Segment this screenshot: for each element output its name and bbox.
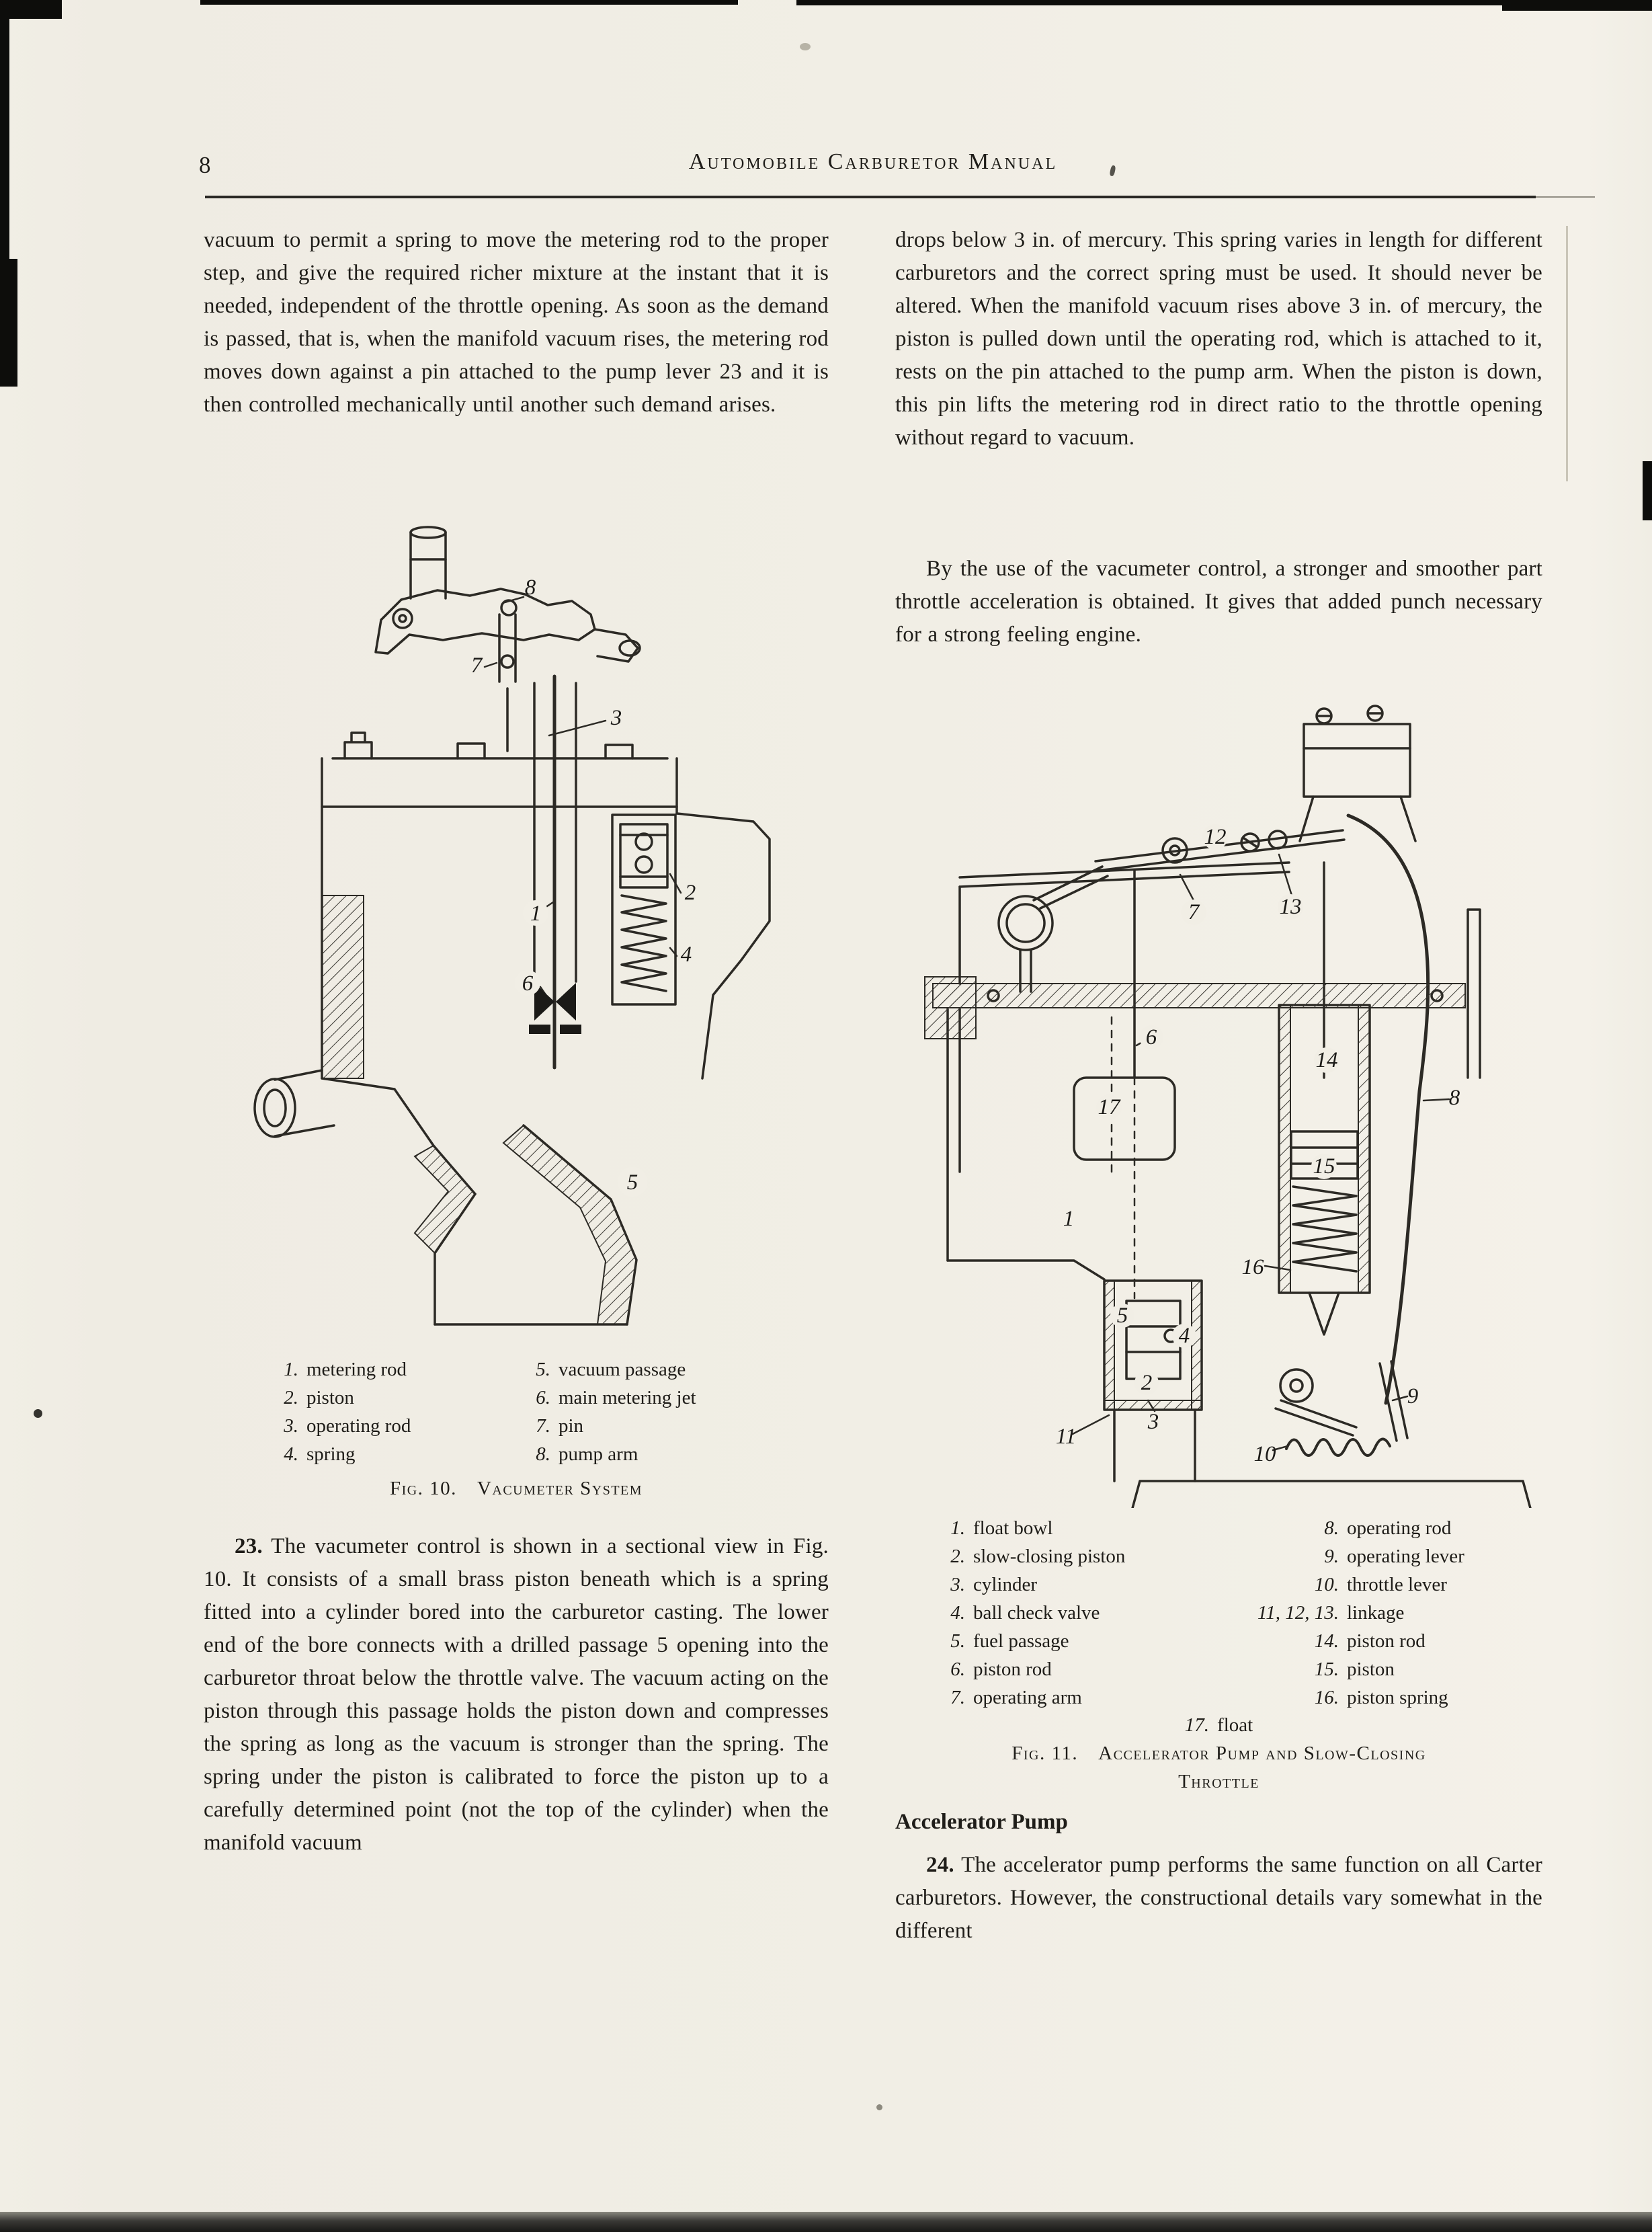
legend-item: 4. spring — [284, 1443, 356, 1465]
fig11-callout-16: 16 — [1241, 1255, 1264, 1279]
scan-artifact-right-tick — [1643, 461, 1652, 520]
fig11-callout-8: 8 — [1448, 1086, 1460, 1110]
fig11-callout-5: 5 — [1116, 1304, 1128, 1328]
scan-artifact-top-line-a — [200, 0, 738, 5]
legend-item: 3. operating rod — [284, 1415, 411, 1437]
header-rule — [205, 196, 1536, 198]
fig11-legend-right-column — [1225, 1514, 1464, 1712]
fig10-legend — [269, 1355, 807, 1468]
fig10-legend-left-column — [269, 1355, 521, 1468]
legend-item: 5. fuel passage — [950, 1630, 1069, 1652]
fig11-callout-15: 15 — [1313, 1154, 1335, 1179]
scan-artifact-dot-bottom — [876, 2104, 882, 2110]
fig11-caption-title-line2: Throttle — [1178, 1771, 1259, 1792]
fig11-callout-halos — [1096, 824, 1339, 1395]
fig11-callout-17: 17 — [1098, 1095, 1120, 1119]
fig11-accelerator-pump-sectional-drawing — [913, 701, 1551, 1508]
right-column-paragraph-2 — [895, 553, 1542, 651]
right-column-paragraph-continuation — [895, 224, 1542, 454]
fig10-callout-3: 3 — [610, 706, 622, 730]
fig11-caption-title-line1: Accelerator Pump and Slow-Closing — [1098, 1743, 1426, 1764]
fig11-legend — [936, 1514, 1540, 1712]
fig10-callout-2: 2 — [684, 881, 696, 905]
legend-item: 5. vacuum passage — [536, 1359, 686, 1380]
paragraph-text: By the use of the vacumeter control, a stronger and smoother part throttle acceleration is obtained. It gives that added punch necessary for a strong feeling engine. — [895, 557, 1542, 647]
legend-item: 3. cylinder — [950, 1574, 1038, 1595]
paragraph-text: The accelerator pump performs the same function on all Carter carburetors. However, the constructional details vary somewhat in the different — [895, 1853, 1542, 1943]
fig10-caption — [204, 1478, 829, 1500]
legend-item: 8. pump arm — [536, 1443, 638, 1465]
fig11-caption-line2 — [895, 1771, 1542, 1793]
legend-number: 17. — [1184, 1714, 1210, 1736]
fig11-callout-1: 1 — [1063, 1207, 1075, 1231]
scan-artifact-ink-dot — [34, 1409, 42, 1418]
fig11-callout-9: 9 — [1407, 1384, 1419, 1408]
right-column-paragraph-24 — [895, 1849, 1542, 1948]
fig11-callout-4: 4 — [1178, 1324, 1190, 1348]
fig11-callout-2: 2 — [1141, 1371, 1153, 1395]
fig10-callouts — [471, 575, 696, 1195]
legend-item: 2. slow-closing piston — [950, 1546, 1126, 1567]
fig10-callout-6: 6 — [522, 971, 534, 996]
fig10-callout-4: 4 — [680, 943, 692, 967]
fig10-callout-8: 8 — [524, 575, 536, 600]
scan-artifact-left-blob — [0, 259, 17, 387]
page-number: 8 — [199, 152, 211, 178]
legend-item: 15. piston — [1314, 1659, 1395, 1680]
fig10-callout-1: 1 — [530, 902, 542, 926]
paragraph-text: The vacumeter control is shown in a sectional view in Fig. 10. It consists of a small brass piston beneath which is a spring fitted into a cylinder bored into the carburetor casting. The lower end of the bore connects with a drilled passage 5 opening into the carburetor throat below the throttle valve. The vacuum acting on the piston through this passage holds the piston down and compresses the spring as long as the vacuum is stronger than the spring. The spring under the piston is calibrated to force the piston up to a carefully determined point (not the top of the cylinder) when the manifold vacuum — [204, 1534, 829, 1855]
fig11-callout-11: 11 — [1055, 1425, 1077, 1449]
paragraph-text: drops below 3 in. of mercury. This spring varies in length for different carburetors and the correct spring must be used. It should never be altered. When the manifold vacuum rises above 3 in. of mercury, the piston is pulled down until the operating rod, which is attached to it, rests on the pin attached to the pump arm. When the piston is down, this pin lifts the metering rod in direct ratio to the throttle opening without regard to vacuum. — [895, 228, 1542, 450]
scan-artifact-top-right — [1502, 0, 1652, 11]
legend-item: 11, 12, 13. linkage — [1257, 1602, 1405, 1624]
fig11-caption-line1 — [895, 1743, 1542, 1765]
fig10-hatched-sections — [322, 895, 636, 1324]
scan-artifact-bottom-band — [0, 2212, 1652, 2232]
fig11-callout-7: 7 — [1188, 900, 1200, 924]
fig10-callout-7: 7 — [470, 653, 483, 678]
fig10-callout-5: 5 — [626, 1170, 638, 1195]
fig10-legend-right-column — [521, 1355, 696, 1468]
legend-item: 1. float bowl — [950, 1517, 1053, 1539]
paragraph-number: 24. — [926, 1853, 954, 1877]
left-column-paragraph-23 — [204, 1530, 829, 1860]
legend-item: 10. throttle lever — [1314, 1574, 1447, 1595]
legend-item: 7. pin — [536, 1415, 584, 1437]
legend-item: 6. main metering jet — [536, 1387, 696, 1408]
fig11-callout-10: 10 — [1253, 1442, 1276, 1466]
fig11-callout-6: 6 — [1145, 1025, 1157, 1049]
legend-item: 6. piston rod — [950, 1659, 1052, 1680]
scan-artifact-smudge-top — [800, 43, 811, 50]
legend-item: 4. ball check valve — [950, 1602, 1100, 1624]
fig11-callouts — [1056, 825, 1460, 1466]
fig11-caption-label: Fig. 11. — [1011, 1743, 1079, 1764]
legend-item: 8. operating rod — [1324, 1517, 1452, 1539]
fig10-caption-title: Vacumeter System — [477, 1478, 643, 1499]
fig11-legend-center-item — [895, 1714, 1542, 1737]
left-column-paragraph-continuation — [204, 224, 829, 422]
fig10-vacumeter-sectional-drawing — [232, 519, 830, 1336]
header-rule-extension — [1536, 196, 1595, 198]
fig11-callout-13: 13 — [1279, 895, 1302, 919]
section-heading-accelerator-pump: Accelerator Pump — [895, 1810, 1068, 1834]
fig11-callout-12: 12 — [1204, 825, 1227, 849]
fig11-outlines — [948, 706, 1531, 1508]
legend-item: 16. piston spring — [1314, 1687, 1448, 1708]
legend-item: 14. piston rod — [1314, 1630, 1426, 1652]
legend-label: float — [1217, 1714, 1253, 1736]
fig11-legend-left-column — [936, 1514, 1225, 1712]
fig10-caption-label: Fig. 10. — [389, 1478, 457, 1499]
scan-artifact-top-line-b — [796, 0, 1502, 5]
legend-item: 7. operating arm — [950, 1687, 1082, 1708]
legend-item: 2. piston — [284, 1387, 354, 1408]
fig11-callout-14: 14 — [1315, 1048, 1338, 1072]
paragraph-text: vacuum to permit a spring to move the metering rod to the proper step, and give the required richer mixture at the instant that it is needed, independent of the throttle opening. As soon as the demand is passed, that is, when the manifold vacuum rises, the metering rod moves down against a pin attached to the pump lever 23 and it is then controlled mechanically until another such demand arises. — [204, 228, 829, 417]
running-head: Automobile Carburetor Manual — [688, 149, 1058, 174]
fig11-hatched-sections — [925, 977, 1465, 1410]
scan-artifact-page-edge-shadow — [1566, 226, 1568, 481]
legend-item: 1. metering rod — [284, 1359, 407, 1380]
legend-item: 9. operating lever — [1324, 1546, 1464, 1567]
paragraph-number: 23. — [235, 1534, 263, 1558]
fig11-callout-3: 3 — [1147, 1410, 1159, 1434]
